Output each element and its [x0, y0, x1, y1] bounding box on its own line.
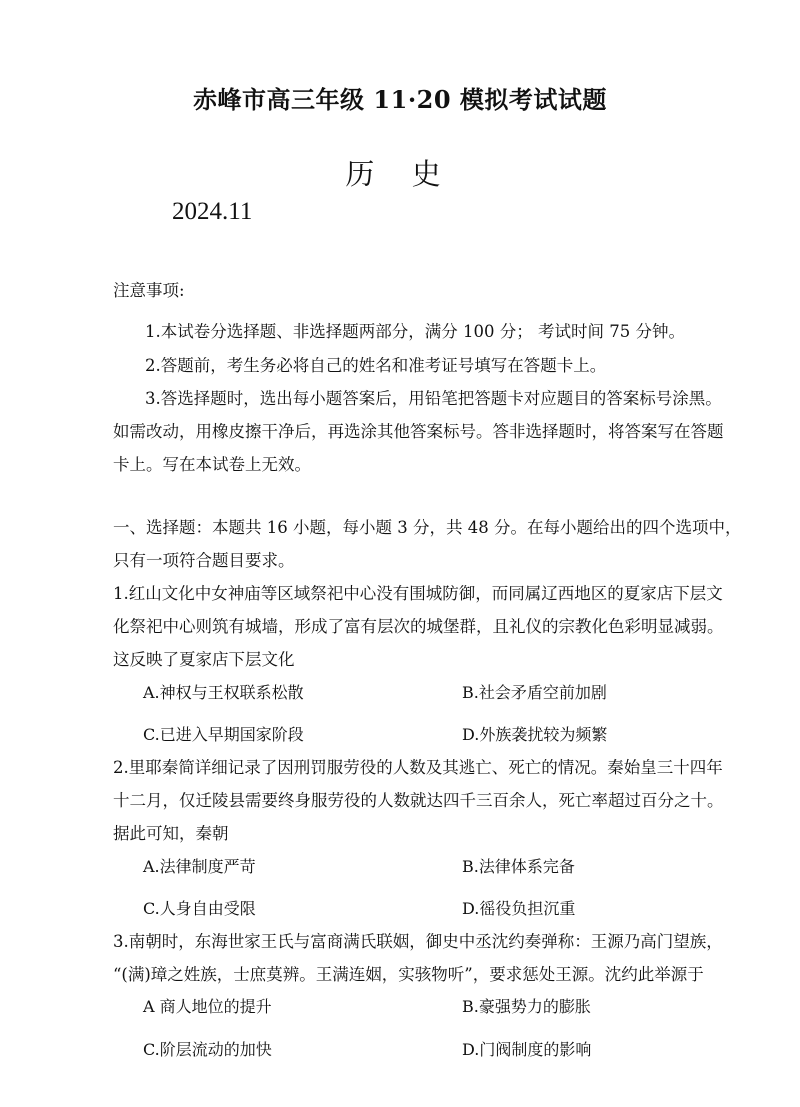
notice-line: 2.答题前，考生务必将自己的姓名和准考证号填写在答题卡上。 [145, 356, 607, 375]
notice-line: 3.答选择题时，选出每小题答案后，用铅笔把答题卡对应题目的答案标号涂黑。 [145, 389, 722, 408]
exam-date: 2024.11 [172, 198, 253, 225]
question-2-option-c: C.人身自由受限 [143, 899, 256, 918]
question-2-stem: 据此可知，秦朝 [113, 824, 229, 843]
question-3-option-c: C.阶层流动的加快 [143, 1040, 272, 1059]
question-1-stem: 这反映了夏家店下层文化 [113, 650, 295, 669]
question-2-option-d: D.徭役负担沉重 [462, 899, 576, 918]
question-1-stem: 1.红山文化中女神庙等区域祭祀中心没有围城防御，而同属辽西地区的夏家店下层文 [113, 584, 723, 603]
question-3-stem: “(满)璋之姓族，士庶莫辨。王满连姻，实骇物听”，要求惩处王源。沈约此举源于 [113, 965, 704, 984]
question-1-stem: 化祭祀中心则筑有城墙，形成了富有层次的城堡群，且礼仪的宗教化色彩明显减弱。 [113, 617, 724, 636]
section-heading: 一、选择题：本题共 16 小题，每小题 3 分，共 48 分。在每小题给出的四个选项中， [113, 518, 742, 537]
notice-line: 如需改动，用橡皮擦干净后，再选涂其他答案标号。答非选择题时，将答案写在答题 [113, 422, 724, 441]
question-3-stem: 3.南朝时，东海世家王氏与富商满氏联姻，御史中丞沈约奏弹称：王源乃高门望族， [113, 932, 723, 951]
section-heading: 只有一项符合题目要求。 [113, 551, 295, 570]
question-3-option-d: D.门阀制度的影响 [462, 1040, 592, 1059]
question-2-option-b: B.法律体系完备 [462, 857, 575, 876]
question-1-option-b: B.社会矛盾空前加剧 [462, 683, 607, 702]
notice-line: 卡上。写在本试卷上无效。 [113, 455, 311, 474]
question-2-stem: 2.里耶秦简详细记录了因刑罚服劳役的人数及其逃亡、死亡的情况。秦始皇三十四年 [113, 758, 723, 777]
question-3-option-b: B.豪强势力的膨胀 [462, 997, 591, 1016]
question-1-option-a: A.神权与王权联系松散 [143, 683, 304, 702]
exam-title: 赤峰市高三年级 11·20 模拟考试试题 [193, 85, 607, 114]
question-2-stem: 十二月，仅迁陵县需要终身服劳役的人数就达四千三百余人，死亡率超过百分之十。 [113, 791, 724, 810]
question-1-option-c: C.已进入早期国家阶段 [143, 725, 304, 744]
question-3-option-a: A 商人地位的提升 [143, 997, 272, 1016]
notice-line: 1.本试卷分选择题、非选择题两部分，满分 100 分； 考试时间 75 分钟。 [145, 322, 685, 341]
question-2-option-a: A.法律制度严苛 [143, 857, 256, 876]
question-1-option-d: D.外族袭扰较为频繁 [462, 725, 608, 744]
subject-title: 历 史 [345, 157, 455, 191]
notice-heading: 注意事项: [113, 281, 185, 300]
